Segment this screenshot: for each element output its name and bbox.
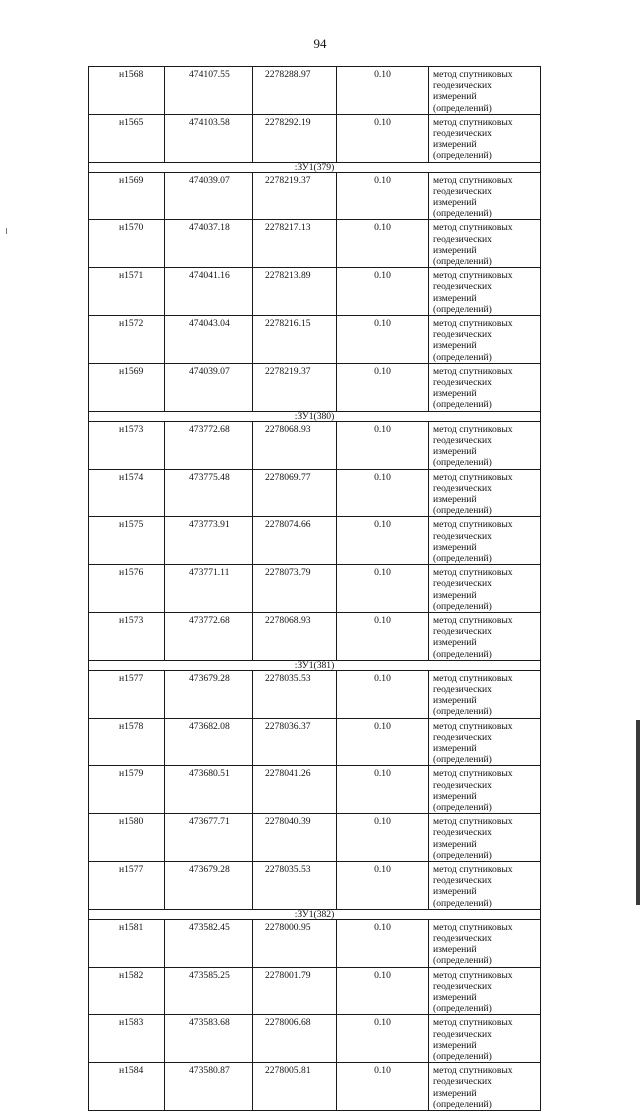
x-coordinate-cell: 474037.18 — [165, 220, 253, 268]
method-cell: метод спутниковых геодезических измерений (определений) — [429, 766, 541, 814]
accuracy-cell: 0.10 — [337, 220, 429, 268]
x-coordinate-cell: 474039.07 — [165, 363, 253, 411]
method-cell: метод спутниковых геодезических измерений (определений) — [429, 612, 541, 660]
accuracy-cell: 0.10 — [337, 172, 429, 220]
accuracy-cell: 0.10 — [337, 967, 429, 1015]
x-coordinate-cell: 473771.11 — [165, 565, 253, 613]
method-cell: метод спутниковых геодезических измерений (определений) — [429, 114, 541, 162]
method-cell: метод спутниковых геодезических измерений (определений) — [429, 220, 541, 268]
table-row — [89, 220, 541, 268]
x-coordinate-cell: 473680.51 — [165, 766, 253, 814]
table-row — [89, 469, 541, 517]
method-cell: метод спутниковых геодезических измерений (определений) — [429, 670, 541, 718]
method-cell: метод спутниковых геодезических измерений (определений) — [429, 421, 541, 469]
table-row — [89, 363, 541, 411]
x-coordinate-cell: 473677.71 — [165, 814, 253, 862]
table-row — [89, 862, 541, 910]
method-cell: метод спутниковых геодезических измерений (определений) — [429, 469, 541, 517]
x-coordinate-cell: 473682.08 — [165, 718, 253, 766]
accuracy-cell: 0.10 — [337, 670, 429, 718]
y-coordinate-cell: 2278216.15 — [253, 316, 337, 364]
accuracy-cell: 0.10 — [337, 1063, 429, 1111]
point-number-cell: н1569 — [89, 172, 165, 220]
point-number-cell: н1577 — [89, 670, 165, 718]
y-coordinate-cell: 2278035.53 — [253, 862, 337, 910]
point-number-cell: н1582 — [89, 967, 165, 1015]
method-cell: метод спутниковых геодезических измерений (определений) — [429, 565, 541, 613]
x-coordinate-cell: 474041.16 — [165, 268, 253, 316]
x-coordinate-cell: 474039.07 — [165, 172, 253, 220]
x-coordinate-cell: 473772.68 — [165, 421, 253, 469]
x-coordinate-cell: 473580.87 — [165, 1063, 253, 1111]
method-cell: метод спутниковых геодезических измерений (определений) — [429, 919, 541, 967]
method-cell: метод спутниковых геодезических измерений (определений) — [429, 67, 541, 115]
point-number-cell: н1583 — [89, 1015, 165, 1063]
point-number-cell: н1565 — [89, 114, 165, 162]
x-coordinate-cell: 473772.68 — [165, 612, 253, 660]
scan-edge-shadow — [636, 720, 640, 905]
accuracy-cell: 0.10 — [337, 814, 429, 862]
table-row — [89, 421, 541, 469]
table-row — [89, 612, 541, 660]
x-coordinate-cell: 474103.58 — [165, 114, 253, 162]
point-number-cell: н1578 — [89, 718, 165, 766]
y-coordinate-cell: 2278068.93 — [253, 421, 337, 469]
method-cell: метод спутниковых геодезических измерений (определений) — [429, 967, 541, 1015]
section-title: :ЗУ1(379) — [89, 162, 541, 172]
x-coordinate-cell: 474043.04 — [165, 316, 253, 364]
table-row — [89, 268, 541, 316]
x-coordinate-cell: 473585.25 — [165, 967, 253, 1015]
point-number-cell: н1570 — [89, 220, 165, 268]
y-coordinate-cell: 2278069.77 — [253, 469, 337, 517]
table-row — [89, 517, 541, 565]
table-row — [89, 1063, 541, 1111]
accuracy-cell: 0.10 — [337, 766, 429, 814]
section-header-row — [89, 909, 541, 919]
x-coordinate-cell: 473775.48 — [165, 469, 253, 517]
y-coordinate-cell: 2278040.39 — [253, 814, 337, 862]
section-header-row — [89, 162, 541, 172]
method-cell: метод спутниковых геодезических измерений (определений) — [429, 862, 541, 910]
section-title: :ЗУ1(382) — [89, 909, 541, 919]
accuracy-cell: 0.10 — [337, 421, 429, 469]
section-header-row — [89, 411, 541, 421]
table-row — [89, 718, 541, 766]
accuracy-cell: 0.10 — [337, 363, 429, 411]
y-coordinate-cell: 2278219.37 — [253, 363, 337, 411]
table-row — [89, 316, 541, 364]
scan-margin-mark — [6, 228, 7, 234]
accuracy-cell: 0.10 — [337, 1015, 429, 1063]
page-number: 94 — [313, 36, 327, 51]
point-number-cell: н1573 — [89, 421, 165, 469]
y-coordinate-cell: 2278000.95 — [253, 919, 337, 967]
y-coordinate-cell: 2278213.89 — [253, 268, 337, 316]
y-coordinate-cell: 2278074.66 — [253, 517, 337, 565]
table-row — [89, 670, 541, 718]
method-cell: метод спутниковых геодезических измерений (определений) — [429, 316, 541, 364]
method-cell: метод спутниковых геодезических измерений (определений) — [429, 517, 541, 565]
y-coordinate-cell: 2278005.81 — [253, 1063, 337, 1111]
x-coordinate-cell: 473679.28 — [165, 862, 253, 910]
table-row — [89, 565, 541, 613]
accuracy-cell: 0.10 — [337, 919, 429, 967]
method-cell: метод спутниковых геодезических измерений (определений) — [429, 1063, 541, 1111]
method-cell: метод спутниковых геодезических измерений (определений) — [429, 814, 541, 862]
accuracy-cell: 0.10 — [337, 67, 429, 115]
table-row — [89, 172, 541, 220]
table-row — [89, 114, 541, 162]
x-coordinate-cell: 473583.68 — [165, 1015, 253, 1063]
table-row — [89, 919, 541, 967]
point-number-cell: н1569 — [89, 363, 165, 411]
coordinates-table-body — [89, 67, 541, 1111]
accuracy-cell: 0.10 — [337, 316, 429, 364]
method-cell: метод спутниковых геодезических измерений (определений) — [429, 172, 541, 220]
y-coordinate-cell: 2278288.97 — [253, 67, 337, 115]
y-coordinate-cell: 2278068.93 — [253, 612, 337, 660]
point-number-cell: н1572 — [89, 316, 165, 364]
point-number-cell: н1574 — [89, 469, 165, 517]
y-coordinate-cell: 2278219.37 — [253, 172, 337, 220]
accuracy-cell: 0.10 — [337, 268, 429, 316]
point-number-cell: н1576 — [89, 565, 165, 613]
x-coordinate-cell: 474107.55 — [165, 67, 253, 115]
x-coordinate-cell: 473773.91 — [165, 517, 253, 565]
table-row — [89, 814, 541, 862]
point-number-cell: н1580 — [89, 814, 165, 862]
table-row — [89, 766, 541, 814]
y-coordinate-cell: 2278041.26 — [253, 766, 337, 814]
y-coordinate-cell: 2278001.79 — [253, 967, 337, 1015]
y-coordinate-cell: 2278035.53 — [253, 670, 337, 718]
x-coordinate-cell: 473582.45 — [165, 919, 253, 967]
table-row — [89, 967, 541, 1015]
point-number-cell: н1581 — [89, 919, 165, 967]
point-number-cell: н1568 — [89, 67, 165, 115]
section-header-row — [89, 660, 541, 670]
accuracy-cell: 0.10 — [337, 469, 429, 517]
coordinates-table — [88, 66, 541, 1111]
table-row — [89, 1015, 541, 1063]
accuracy-cell: 0.10 — [337, 612, 429, 660]
point-number-cell: н1571 — [89, 268, 165, 316]
accuracy-cell: 0.10 — [337, 114, 429, 162]
method-cell: метод спутниковых геодезических измерений (определений) — [429, 718, 541, 766]
point-number-cell: н1579 — [89, 766, 165, 814]
accuracy-cell: 0.10 — [337, 718, 429, 766]
y-coordinate-cell: 2278292.19 — [253, 114, 337, 162]
section-title: :ЗУ1(380) — [89, 411, 541, 421]
table-row — [89, 67, 541, 115]
point-number-cell: н1573 — [89, 612, 165, 660]
method-cell: метод спутниковых геодезических измерений (определений) — [429, 268, 541, 316]
method-cell: метод спутниковых геодезических измерений (определений) — [429, 1015, 541, 1063]
accuracy-cell: 0.10 — [337, 862, 429, 910]
x-coordinate-cell: 473679.28 — [165, 670, 253, 718]
y-coordinate-cell: 2278217.13 — [253, 220, 337, 268]
point-number-cell: н1584 — [89, 1063, 165, 1111]
point-number-cell: н1575 — [89, 517, 165, 565]
y-coordinate-cell: 2278006.68 — [253, 1015, 337, 1063]
accuracy-cell: 0.10 — [337, 565, 429, 613]
y-coordinate-cell: 2278036.37 — [253, 718, 337, 766]
method-cell: метод спутниковых геодезических измерений (определений) — [429, 363, 541, 411]
accuracy-cell: 0.10 — [337, 517, 429, 565]
y-coordinate-cell: 2278073.79 — [253, 565, 337, 613]
point-number-cell: н1577 — [89, 862, 165, 910]
section-title: :ЗУ1(381) — [89, 660, 541, 670]
